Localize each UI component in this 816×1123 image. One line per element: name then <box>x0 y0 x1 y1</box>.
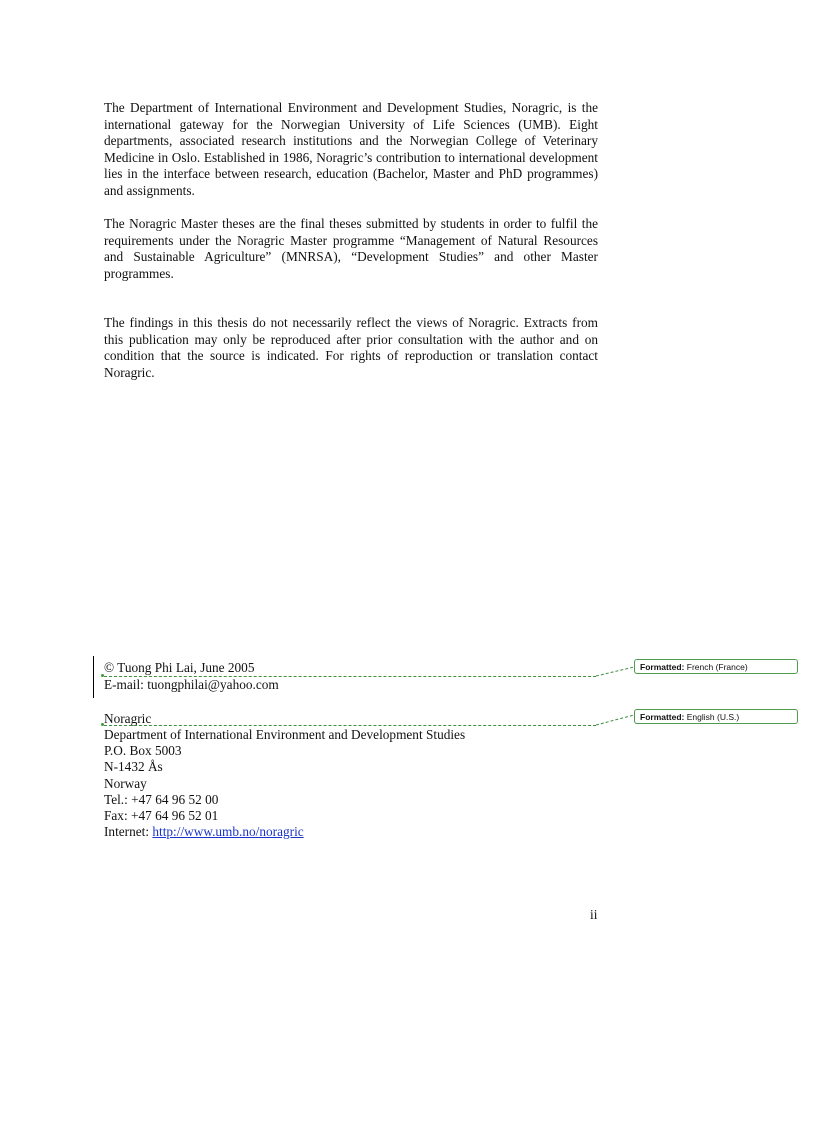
change-bar <box>93 656 94 698</box>
internet-link[interactable]: http://www.umb.no/noragric <box>152 824 304 839</box>
theses-paragraph: The Noragric Master theses are the final theses submitted by students in order to fulfil the requirements under the Noragric Master programme “Management of Natural Resources and Sustainable Agriculture” (MNRSA), “Development Studies” and other Master programmes. <box>104 216 598 281</box>
comment-balloon-2[interactable] <box>634 709 798 724</box>
comment-leader-1 <box>104 676 596 677</box>
comment-1-label: Formatted: <box>640 662 685 672</box>
comment-leader-2 <box>104 725 596 726</box>
email-line: E-mail: tuongphilai@yahoo.com <box>104 677 279 692</box>
page-number: ii <box>590 907 598 922</box>
org-line: Noragric <box>104 711 152 726</box>
comment-2-label: Formatted: <box>640 712 685 722</box>
comment-1-text: French (France) <box>684 662 748 672</box>
department-line: Department of International Environment and Development Studies <box>104 727 466 742</box>
copyright-line: © Tuong Phi Lai, June 2005 <box>104 660 255 675</box>
pobox-line: P.O. Box 5003 <box>104 743 182 758</box>
postcode-line: N-1432 Ås <box>104 759 163 774</box>
comment-2-text: English (U.S.) <box>684 712 740 722</box>
tel-line: Tel.: +47 64 96 52 00 <box>104 792 219 807</box>
internet-line <box>104 824 304 840</box>
fax-line: Fax: +47 64 96 52 01 <box>104 808 219 823</box>
comment-balloon-1[interactable] <box>634 659 798 674</box>
country-line: Norway <box>104 776 147 791</box>
internet-label: Internet: <box>104 824 153 839</box>
disclaimer-paragraph: The findings in this thesis do not necessarily reflect the views of Noragric. Extracts from this publication may only be reproduced after prior consultation with the author and on condition that the source is indicated. For rights of reproduction or translation contact Noragric. <box>104 315 598 380</box>
comment-leader-1-diagonal <box>596 665 636 678</box>
comment-leader-2-diagonal <box>596 713 636 727</box>
intro-paragraph: The Department of International Environment and Development Studies, Noragric, is the international gateway for the Norwegian University of Life Sciences (UMB). Eight departments, associated research institutions and the Norwegian College of Veterinary Medicine in Oslo. Established in 1986, Noragric’s contribution to international development lies in the interface between research, education (Bachelor, Master and PhD programmes) and assignments. <box>104 100 598 198</box>
